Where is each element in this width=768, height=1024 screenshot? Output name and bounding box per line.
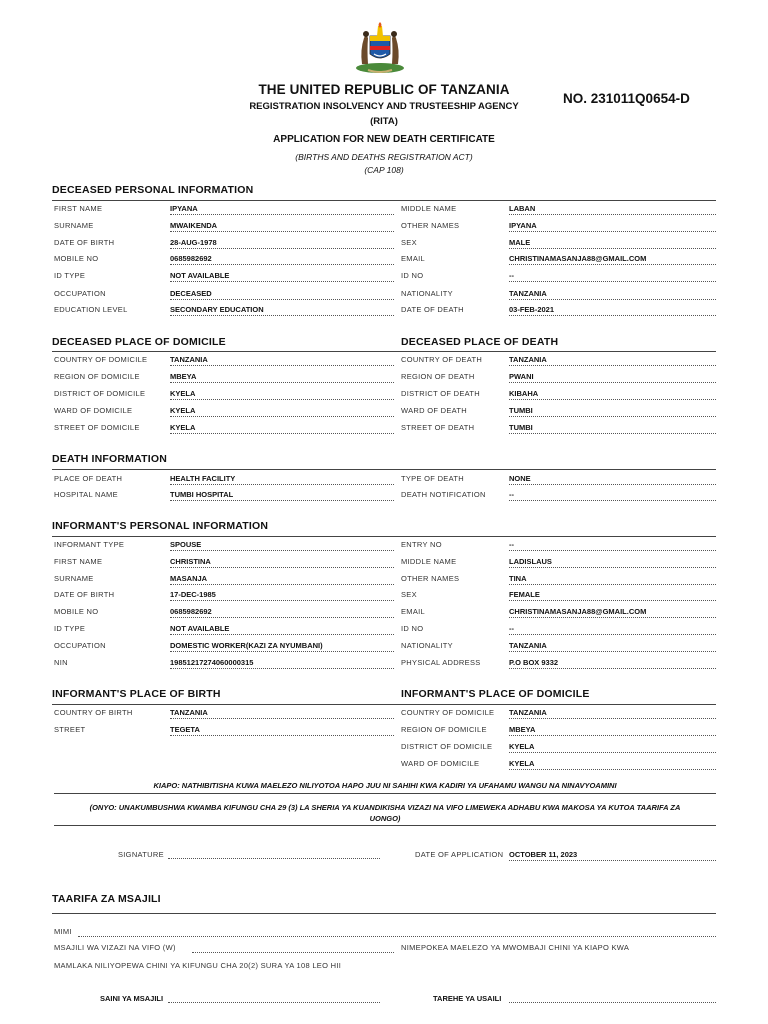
section-divider	[52, 351, 716, 352]
field-label: STREET OF DEATH	[401, 423, 475, 432]
field-value: TINA	[509, 574, 716, 585]
field-label: REGION OF DOMICILE	[401, 725, 487, 734]
field-value: FEMALE	[509, 590, 716, 601]
interview-date-line[interactable]	[509, 1002, 716, 1003]
field-value: 03-FEB-2021	[509, 305, 716, 316]
field-label: PLACE OF DEATH	[54, 474, 123, 483]
mimi-label: MIMI	[54, 927, 72, 936]
field-value: --	[509, 540, 716, 551]
field-value: 17-DEC-1985	[170, 590, 394, 601]
registrar-title-line[interactable]	[192, 952, 394, 953]
field-label: OTHER NAMES	[401, 574, 460, 583]
field-label: ID TYPE	[54, 271, 86, 280]
field-label: ID TYPE	[54, 624, 86, 633]
field-label: PHYSICAL ADDRESS	[401, 658, 481, 667]
field-value: TUMBI	[509, 406, 716, 417]
field-label: REGION OF DOMICILE	[54, 372, 140, 381]
section-registrar: TAARIFA ZA MSAJILI	[52, 893, 161, 905]
field-value: CHRISTINA	[170, 557, 394, 568]
field-label: SEX	[401, 590, 417, 599]
act-name: (BIRTHS AND DEATHS REGISTRATION ACT)	[295, 152, 473, 162]
field-label: COUNTRY OF DEATH	[401, 355, 483, 364]
field-label: EDUCATION LEVEL	[54, 305, 128, 314]
field-label: SURNAME	[54, 574, 94, 583]
field-value: MALE	[509, 238, 716, 249]
field-value: --	[509, 271, 716, 282]
warning-line-2: UONGO)	[369, 814, 401, 823]
field-value: KIBAHA	[509, 389, 716, 400]
section-death-information: DEATH INFORMATION	[52, 453, 167, 465]
field-label: EMAIL	[401, 607, 426, 616]
field-value: NONE	[509, 474, 716, 485]
field-label: COUNTRY OF DOMICILE	[54, 355, 148, 364]
field-value: PWANI	[509, 372, 716, 383]
field-label: MIDDLE NAME	[401, 204, 457, 213]
section-deceased-place-of-death: DECEASED PLACE OF DEATH	[401, 336, 559, 348]
field-value: TANZANIA	[170, 708, 394, 719]
field-value: MBEYA	[509, 725, 716, 736]
cap-number: (CAP 108)	[364, 165, 404, 175]
field-value: KYELA	[170, 389, 394, 400]
field-value: HEALTH FACILITY	[170, 474, 394, 485]
field-label: STREET OF DOMICILE	[54, 423, 140, 432]
field-value: KYELA	[509, 759, 716, 770]
field-label: WARD OF DOMICILE	[54, 406, 133, 415]
field-value: NOT AVAILABLE	[170, 271, 394, 282]
field-label: NATIONALITY	[401, 289, 453, 298]
field-value: 0685982692	[170, 607, 394, 618]
field-value: CHRISTINAMASANJA88@GMAIL.COM	[509, 254, 716, 265]
form-title: APPLICATION FOR NEW DEATH CERTIFICATE	[273, 134, 495, 145]
field-label: ENTRY NO	[401, 540, 442, 549]
field-label: SURNAME	[54, 221, 94, 230]
field-label: EMAIL	[401, 254, 426, 263]
field-label: DISTRICT OF DEATH	[401, 389, 480, 398]
section-deceased-personal: DECEASED PERSONAL INFORMATION	[52, 184, 254, 196]
field-value: TANZANIA	[509, 641, 716, 652]
field-label: NIN	[54, 658, 68, 667]
field-label: MOBILE NO	[54, 607, 99, 616]
field-label: FIRST NAME	[54, 204, 103, 213]
field-label: MIDDLE NAME	[401, 557, 457, 566]
field-value: MASANJA	[170, 574, 394, 585]
field-value: TUMBI HOSPITAL	[170, 490, 394, 501]
section-divider	[52, 913, 716, 914]
field-label: HOSPITAL NAME	[54, 490, 118, 499]
field-value: 19851217274060000315	[170, 658, 394, 669]
field-label: INFORMANT TYPE	[54, 540, 125, 549]
oath-statement: KIAPO: NATHIBITISHA KUWA MAELEZO NILIYOTOA HAPO JUU NI SAHIHI KWA KADIRI YA UFAHAMU WANGU NA NINAVYOAMINI	[153, 781, 617, 790]
field-value: 28-AUG-1978	[170, 238, 394, 249]
field-value: KYELA	[170, 406, 394, 417]
field-value: IPYANA	[509, 221, 716, 232]
field-value: KYELA	[509, 742, 716, 753]
field-label: FIRST NAME	[54, 557, 103, 566]
signature-label: SIGNATURE	[118, 850, 164, 859]
signature-line[interactable]	[168, 858, 380, 859]
field-value: TEGETA	[170, 725, 394, 736]
oath-divider	[54, 793, 716, 794]
certificate-number: NO. 231011Q0654-D	[563, 91, 690, 106]
section-divider	[52, 704, 716, 705]
field-label: COUNTRY OF DOMICILE	[401, 708, 495, 717]
field-label: DISTRICT OF DOMICILE	[54, 389, 146, 398]
field-label: ID NO	[401, 624, 424, 633]
section-informant-domicile: INFORMANT'S PLACE OF DOMICILE	[401, 688, 590, 700]
field-value: DOMESTIC WORKER(KAZI ZA NYUMBANI)	[170, 641, 394, 652]
field-value: SPOUSE	[170, 540, 394, 551]
field-value: NOT AVAILABLE	[170, 624, 394, 635]
field-label: DEATH NOTIFICATION	[401, 490, 486, 499]
field-label: TYPE OF DEATH	[401, 474, 464, 483]
registrar-signature-label: SAINI YA MSAJILI	[100, 994, 164, 1003]
field-label: STREET	[54, 725, 86, 734]
field-value: MBEYA	[170, 372, 394, 383]
date-of-application-value: OCTOBER 11, 2023	[509, 850, 716, 861]
field-value: IPYANA	[170, 204, 394, 215]
field-value: --	[509, 624, 716, 635]
mimi-line[interactable]	[78, 936, 716, 937]
field-label: WARD OF DEATH	[401, 406, 467, 415]
field-label: COUNTRY OF BIRTH	[54, 708, 133, 717]
field-value: MWAIKENDA	[170, 221, 394, 232]
field-label: MOBILE NO	[54, 254, 99, 263]
field-value: KYELA	[170, 423, 394, 434]
field-value: LADISLAUS	[509, 557, 716, 568]
field-label: OTHER NAMES	[401, 221, 460, 230]
registrar-title-label: MSAJILI WA VIZAZI NA VIFO (W)	[54, 943, 176, 952]
field-label: DATE OF BIRTH	[54, 590, 115, 599]
field-value: P.O BOX 9332	[509, 658, 716, 669]
country-title: THE UNITED REPUBLIC OF TANZANIA	[258, 82, 510, 97]
field-label: DATE OF BIRTH	[54, 238, 115, 247]
field-label: REGION OF DEATH	[401, 372, 475, 381]
received-statement-label: NIMEPOKEA MAELEZO YA MWOMBAJI CHINI YA KIAPO KWA	[401, 943, 630, 952]
field-value: 0685982692	[170, 254, 394, 265]
field-value: TUMBI	[509, 423, 716, 434]
field-label: ID NO	[401, 271, 424, 280]
field-value: SECONDARY EDUCATION	[170, 305, 394, 316]
field-value: TANZANIA	[509, 289, 716, 300]
field-value: TANZANIA	[509, 708, 716, 719]
field-value: TANZANIA	[509, 355, 716, 366]
field-label: DATE OF DEATH	[401, 305, 464, 314]
agency-name: REGISTRATION INSOLVENCY AND TRUSTEESHIP AGENCY	[249, 101, 519, 112]
date-of-application-label: DATE OF APPLICATION	[415, 850, 504, 859]
authority-statement: MAMLAKA NILIYOPEWA CHINI YA KIFUNGU CHA 20(2) SURA YA 108 LEO HII	[54, 961, 342, 970]
field-label: SEX	[401, 238, 417, 247]
field-value: CHRISTINAMASANJA88@GMAIL.COM	[509, 607, 716, 618]
section-informant-personal: INFORMANT'S PERSONAL INFORMATION	[52, 520, 269, 532]
field-label: OCCUPATION	[54, 289, 106, 298]
field-label: NATIONALITY	[401, 641, 453, 650]
agency-abbreviation: (RITA)	[370, 116, 398, 127]
oath-divider	[54, 825, 716, 826]
section-informant-birth: INFORMANT'S PLACE OF BIRTH	[52, 688, 221, 700]
field-value: DECEASED	[170, 289, 394, 300]
field-value: TANZANIA	[170, 355, 394, 366]
coat-of-arms-emblem	[352, 20, 408, 76]
field-value: LABAN	[509, 204, 716, 215]
warning-line-1: (ONYO: UNAKUMBUSHWA KWAMBA KIFUNGU CHA 29 (3) LA SHERIA YA KUANDIKISHA VIZAZI NA VIFO LIMEWEKA ADHABU KWA MAKOSA YA KUTOA TAARIFA ZA	[89, 803, 681, 812]
interview-date-label: TAREHE YA USAILI	[433, 994, 502, 1003]
registrar-signature-line[interactable]	[168, 1002, 380, 1003]
section-deceased-domicile: DECEASED PLACE OF DOMICILE	[52, 336, 226, 348]
field-label: DISTRICT OF DOMICILE	[401, 742, 493, 751]
section-divider	[52, 469, 716, 470]
field-label: OCCUPATION	[54, 641, 106, 650]
section-divider	[52, 536, 716, 537]
section-divider	[52, 200, 716, 201]
field-value: --	[509, 490, 716, 501]
field-label: WARD OF DOMICILE	[401, 759, 480, 768]
